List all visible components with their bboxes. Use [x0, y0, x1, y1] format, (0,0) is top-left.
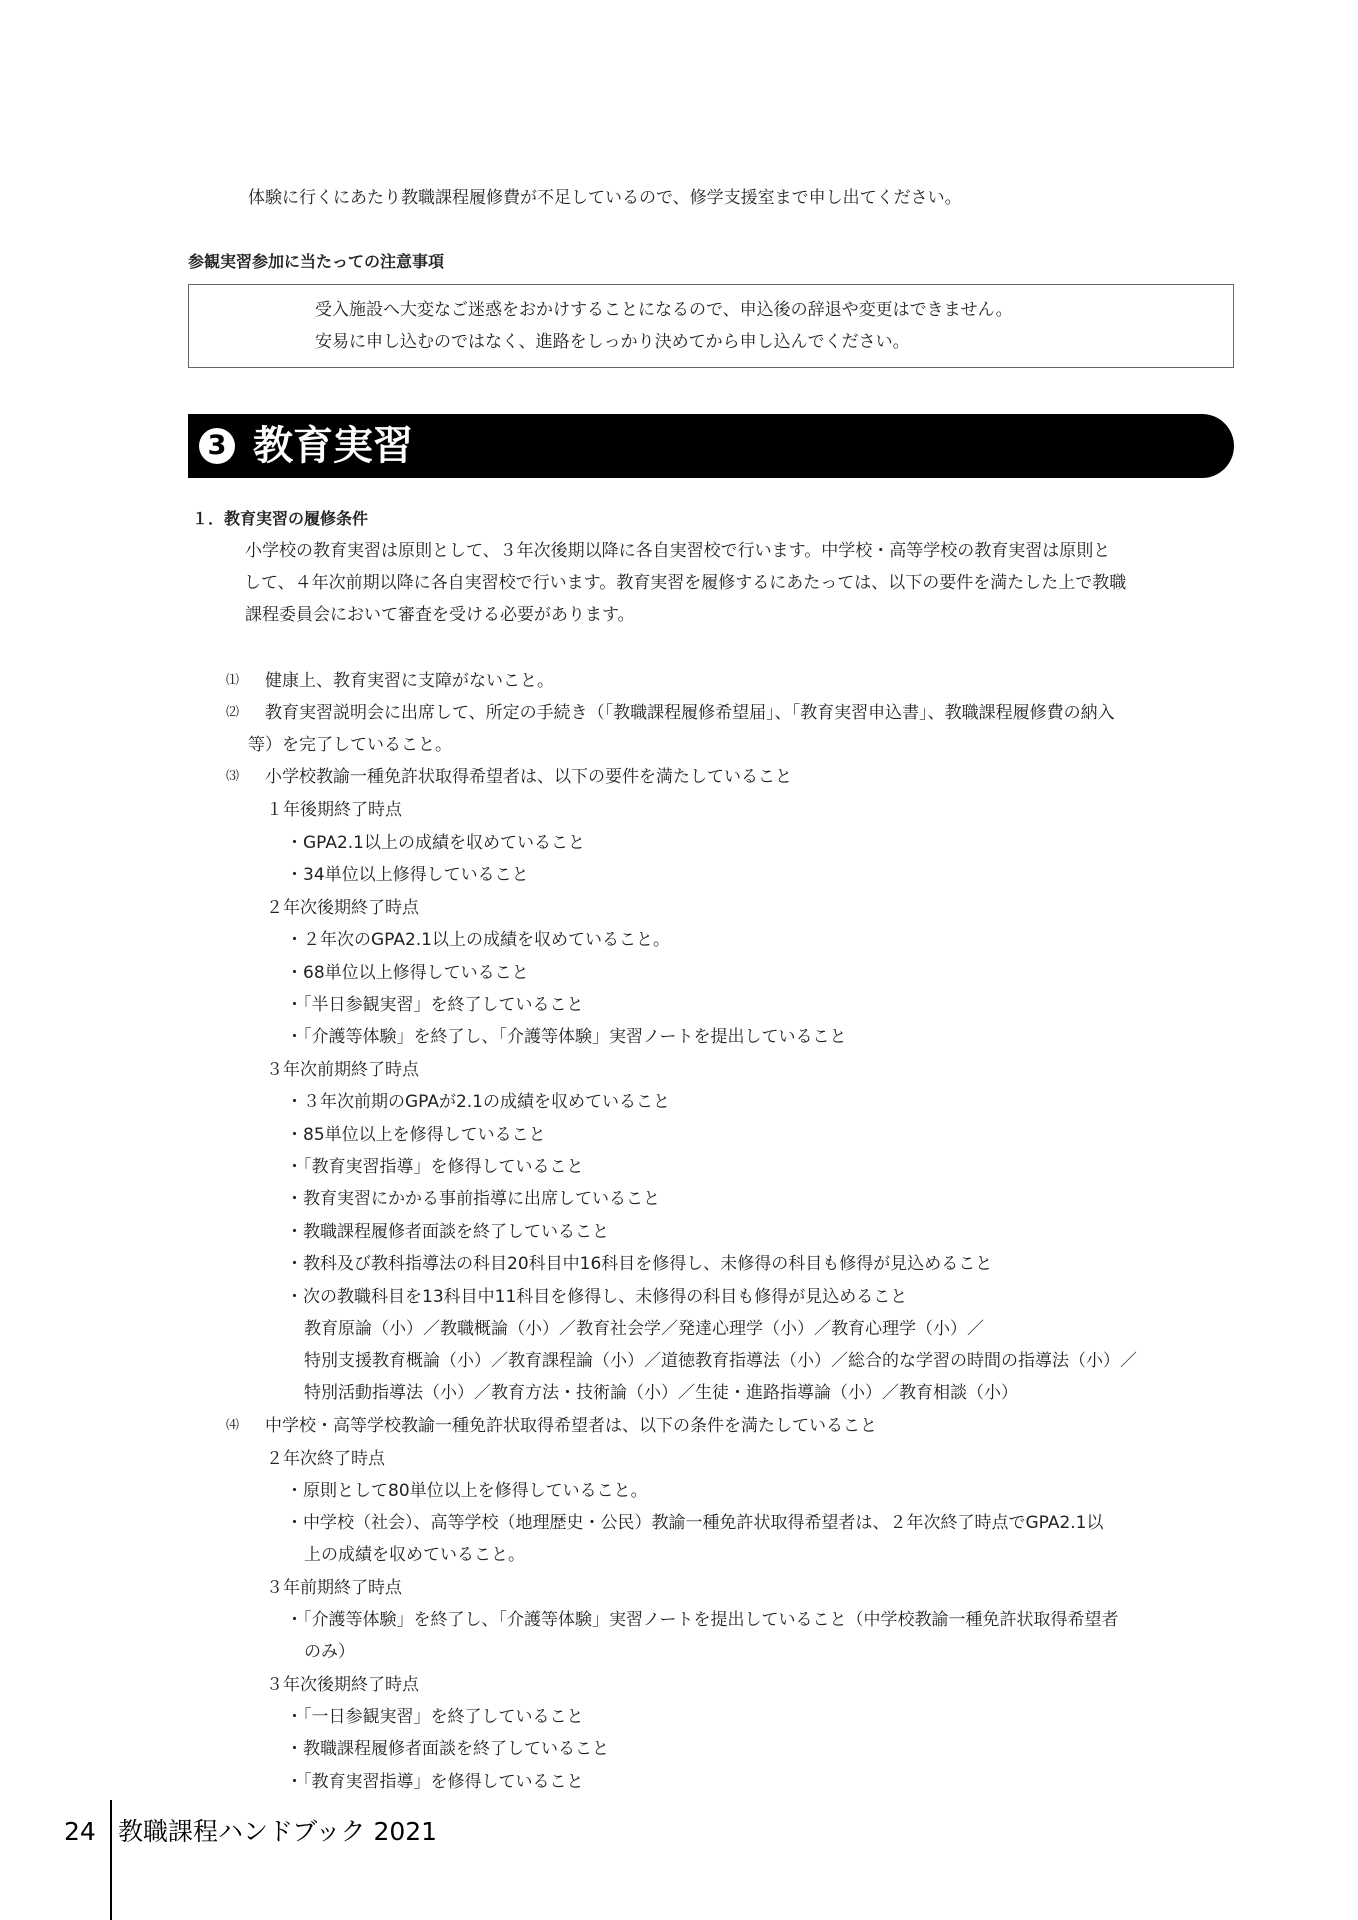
section-header [188, 414, 1234, 478]
group-label: ３年次前期終了時点 [266, 1060, 419, 1080]
bullet-item-continued: のみ） [304, 1642, 355, 1662]
subject-list-line: 特別支援教育概論（小）／教育課程論（小）／道徳教育指導法（小）／総合的な学習の時間の指導法（小）／ [304, 1351, 1137, 1371]
group-label: ２年次後期終了時点 [266, 898, 419, 918]
bullet-item: ・「介護等体験」を終了し、「介護等体験」実習ノートを提出していること（中学校教諭一種免許状取得希望者 [286, 1610, 1119, 1630]
bullet-item: ・教科及び教科指導法の科目20科目中16科目を修得し、未修得の科目も修得が見込めること [286, 1254, 993, 1274]
bullet-item: ・85単位以上を修得していること [286, 1125, 546, 1145]
bullet-item: ・「一日参観実習」を終了していること [286, 1707, 584, 1727]
bullet-item: ・教育実習にかかる事前指導に出席していること [286, 1189, 660, 1209]
intro-line: 課程委員会において審査を受ける必要があります。 [245, 605, 635, 625]
group-label: ３年前期終了時点 [266, 1578, 402, 1598]
bullet-item: ・「教育実習指導」を修得していること [286, 1157, 584, 1177]
section-title: 教育実習 [253, 423, 413, 469]
item-text: 小学校教諭一種免許状取得希望者は、以下の要件を満たしていること [265, 767, 792, 787]
bullet-item-continued: 上の成績を収めていること。 [304, 1545, 525, 1565]
item-marker: ⑵ [226, 705, 240, 720]
bullet-item: ・教職課程履修者面談を終了していること [286, 1222, 609, 1242]
item-text: 教育実習説明会に出席して、所定の手続き（「教職課程履修希望届」、「教育実習申込書」、教職課程履修費の納入 [265, 703, 1115, 723]
subject-list-line: 特別活動指導法（小）／教育方法・技術論（小）／生徒・進路指導論（小）／教育相談（小） [304, 1383, 1018, 1403]
bullet-item: ・中学校（社会）、高等学校（地理歴史・公民）教諭一種免許状取得希望者は、２年次終了時点でGPA2.1以 [286, 1513, 1104, 1533]
intro-paragraph [245, 535, 1235, 631]
bullet-item: ・原則として80単位以上を修得していること。 [286, 1481, 648, 1501]
bullet-item: ・教職課程履修者面談を終了していること [286, 1739, 609, 1759]
bullet-item: ・３年次前期のGPAが2.1の成績を収めていること [286, 1092, 671, 1112]
bullet-item: ・34単位以上修得していること [286, 865, 529, 885]
top-note: 体験に行くにあたり教職課程履修費が不足しているので、修学支援室まで申し出てください。 [248, 188, 962, 208]
caution-line: 受入施設へ大変なご迷惑をおかけすることになるので、申込後の辞退や変更はできません。 [315, 300, 1013, 320]
item-text: 健康上、教育実習に支障がないこと。 [265, 671, 554, 691]
item-text: 中学校・高等学校教諭一種免許状取得希望者は、以下の条件を満たしていること [265, 1416, 877, 1436]
intro-line: して、４年次前期以降に各自実習校で行います。教育実習を履修するにあたっては、以下の要件を満たした上で教職 [244, 573, 1127, 593]
bullet-item: ・２年次のGPA2.1以上の成績を収めていること。 [286, 930, 671, 950]
item-text-continued: 等）を完了していること。 [248, 735, 452, 755]
caution-title: 参観実習参加に当たっての注意事項 [188, 252, 445, 271]
bullet-item: ・「半日参観実習」を終了していること [286, 995, 584, 1015]
caution-line: 安易に申し込むのではなく、進路をしっかり決めてから申し込んでください。 [315, 332, 910, 352]
intro-line: 小学校の教育実習は原則として、３年次後期以降に各自実習校で行います。中学校・高等学校の教育実習は原則と [245, 541, 1111, 561]
bullet-item: ・GPA2.1以上の成績を収めていること [286, 833, 586, 853]
subsection-heading: １．教育実習の履修条件 [192, 509, 369, 528]
item-marker: ⑶ [226, 769, 240, 784]
group-label: １年後期終了時点 [266, 800, 402, 820]
bullet-item: ・「介護等体験」を終了し、「介護等体験」実習ノートを提出していること [286, 1027, 847, 1047]
item-marker: ⑴ [226, 673, 240, 688]
subject-list-line: 教育原論（小）／教職概論（小）／教育社会学／発達心理学（小）／教育心理学（小）／ [304, 1319, 984, 1339]
bullet-item: ・68単位以上修得していること [286, 963, 529, 983]
group-label: ２年次終了時点 [266, 1449, 385, 1469]
footer-title: 教職課程ハンドブック 2021 [118, 1817, 438, 1846]
page-number: 24 [64, 1817, 96, 1846]
bullet-item: ・次の教職科目を13科目中11科目を修得し、未修得の科目も修得が見込めること [286, 1287, 908, 1307]
footer-divider [110, 1800, 112, 1920]
bullet-item: ・「教育実習指導」を修得していること [286, 1772, 584, 1792]
section-number-badge: 3 [199, 428, 235, 464]
item-marker: ⑷ [226, 1418, 240, 1433]
group-label: ３年次後期終了時点 [266, 1675, 419, 1695]
caution-box [188, 284, 1234, 368]
